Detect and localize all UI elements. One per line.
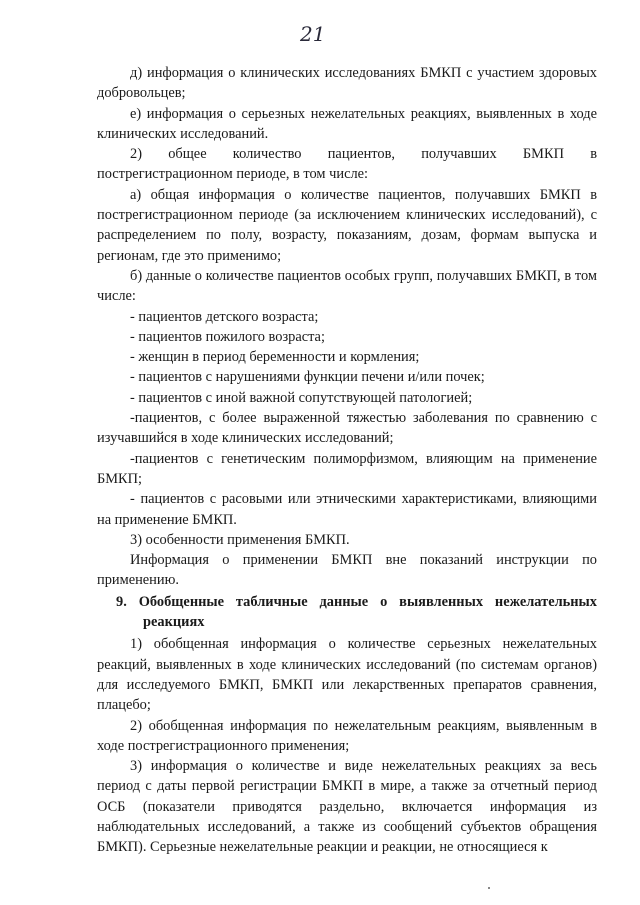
list-item: - пациентов пожилого возраста;	[130, 328, 325, 345]
list-item: -пациентов, с более выраженной тяжестью заболевания по сравнению с изучавшийся в ходе клинических исследований;	[97, 410, 597, 447]
section-item-3: 3) информация о количестве и виде нежелательных реакциях за весь период с даты первой регистрации БМКП в мире, а также за отчетный период ОСБ (показатели приводятся раздельно, включается информация из наблюдательных исследований, а также из сообщений субъектов обращения БМКП). Серьезные нежелательные реакции и реакции, не относящиеся к	[97, 758, 597, 856]
paragraph-e: е) информация о серьезных нежелательных реакциях, выявленных в ходе клинических исследований.	[97, 105, 597, 142]
section-item-2: 2) обобщенная информация по нежелательным реакциям, выявленным в ходе пострегистрационного применения;	[97, 717, 597, 754]
paragraph-item-3: 3) особенности применения БМКП.	[130, 531, 350, 548]
scan-speck	[488, 887, 490, 889]
list-item: - пациентов с иной важной сопутствующей патологией;	[130, 389, 473, 406]
list-item: -пациентов с генетическим полиморфизмом, влияющим на применение БМКП;	[97, 450, 597, 487]
list-item: - пациентов детского возраста;	[130, 308, 319, 325]
section-item-1: 1) обобщенная информация о количестве серьезных нежелательных реакций, выявленных в ходе клинических исследований (по системам органов) для исследуемого БМКП, БМКП или лекарственных препаратов сравнения, плацебо;	[97, 636, 597, 714]
paragraph-b: б) данные о количестве пациентов особых групп, получавших БМКП, в том числе:	[97, 267, 597, 305]
list-item: - пациентов с нарушениями функции печени и/или почек;	[130, 369, 485, 386]
paragraph-item-2: 2) общее количество пациентов, получавших БМКП в пострегистрационном периоде, в том числе:	[97, 146, 597, 183]
page-number: 21	[300, 22, 326, 46]
section-heading: 9. Обобщенные табличные данные о выявленных нежелательных реакциях	[116, 593, 597, 631]
list-item: - женщин в период беременности и кормления;	[130, 349, 420, 366]
paragraph-off-label: Информация о применении БМКП вне показаний инструкции по применению.	[97, 552, 597, 589]
paragraph-d: д) информация о клинических исследованиях БМКП с участием здоровых добровольцев;	[97, 65, 597, 102]
list-item: - пациентов с расовыми или этническими характеристиками, влияющими на применение БМКП.	[97, 491, 597, 528]
document-body	[97, 63, 597, 858]
paragraph-a: а) общая информация о количестве пациентов, получавших БМКП в пострегистрационном периоде (за исключением клинических исследований), с распределением по полу, возрасту, показаниям, дозам, формам выпуска и регионам, где это применимо;	[97, 186, 597, 264]
